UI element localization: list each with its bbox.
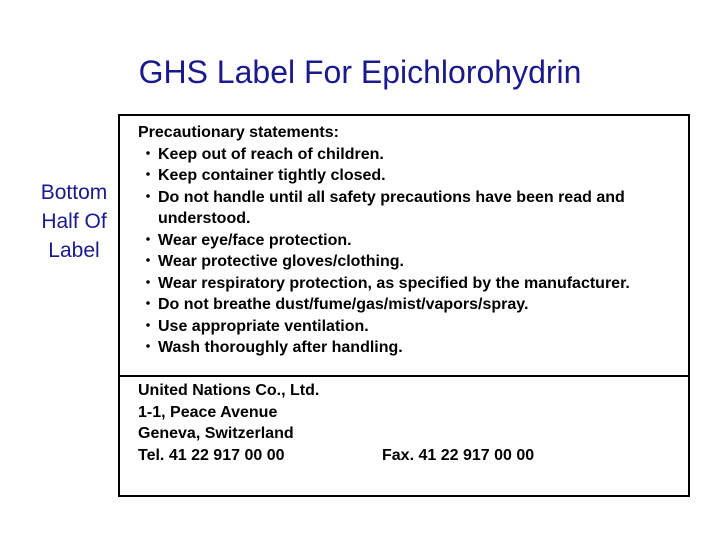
bullet-icon: ・ (139, 167, 156, 184)
statement-text: Wear protective gloves/clothing. (158, 253, 404, 270)
statement-text: Wear respiratory protection, as specified by the manufacturer. (158, 274, 630, 292)
label-box (118, 114, 690, 497)
statement-item (138, 230, 688, 252)
precautionary-statements (138, 122, 688, 359)
statement-item (138, 294, 688, 316)
supplier-tel: Tel. 41 22 917 00 00 (138, 446, 285, 464)
statement-text: Use appropriate ventilation. (158, 317, 369, 335)
bullet-icon: ・ (139, 253, 156, 270)
section-divider (120, 375, 688, 377)
precautionary-heading: Precautionary statements: (138, 124, 339, 141)
supplier-city: Geneva, Switzerland (138, 425, 294, 442)
supplier-name: United Nations Co., Ltd. (138, 382, 320, 399)
statement-item (138, 273, 688, 295)
statement-item (138, 165, 688, 187)
statement-item (138, 187, 688, 230)
bullet-icon: ・ (139, 145, 156, 163)
bullet-icon: ・ (139, 274, 156, 292)
statement-text: Keep container tightly closed. (158, 167, 386, 184)
bullet-icon: ・ (139, 317, 156, 335)
bullet-icon: ・ (139, 296, 156, 313)
supplier-address: 1-1, Peace Avenue (138, 403, 278, 421)
statement-text: Do not handle until all safety precautions have been read and understood. (158, 188, 625, 227)
statement-item (138, 251, 688, 273)
statement-item (138, 316, 688, 338)
statement-item (138, 337, 688, 359)
side-label-line: Bottom (40, 181, 108, 204)
side-label-line: Label (48, 239, 100, 262)
bullet-icon: ・ (139, 339, 156, 356)
statement-text: Do not breathe dust/fume/gas/mist/vapors/spray. (158, 296, 529, 313)
statement-item (138, 144, 688, 166)
page-title: GHS Label For Epichlorohydrin (138, 54, 582, 90)
statement-text: Keep out of reach of children. (158, 145, 384, 163)
side-label (28, 178, 120, 265)
statement-text: Wear eye/face protection. (158, 231, 352, 249)
supplier-fax: Fax. 41 22 917 00 00 (382, 446, 535, 464)
bullet-icon: ・ (139, 231, 156, 249)
bullet-icon: ・ (139, 188, 156, 206)
statement-text: Wash thoroughly after handling. (158, 339, 403, 356)
contact-row (138, 445, 688, 467)
supplier-info (138, 380, 688, 466)
side-label-line: Half Of (41, 210, 107, 233)
